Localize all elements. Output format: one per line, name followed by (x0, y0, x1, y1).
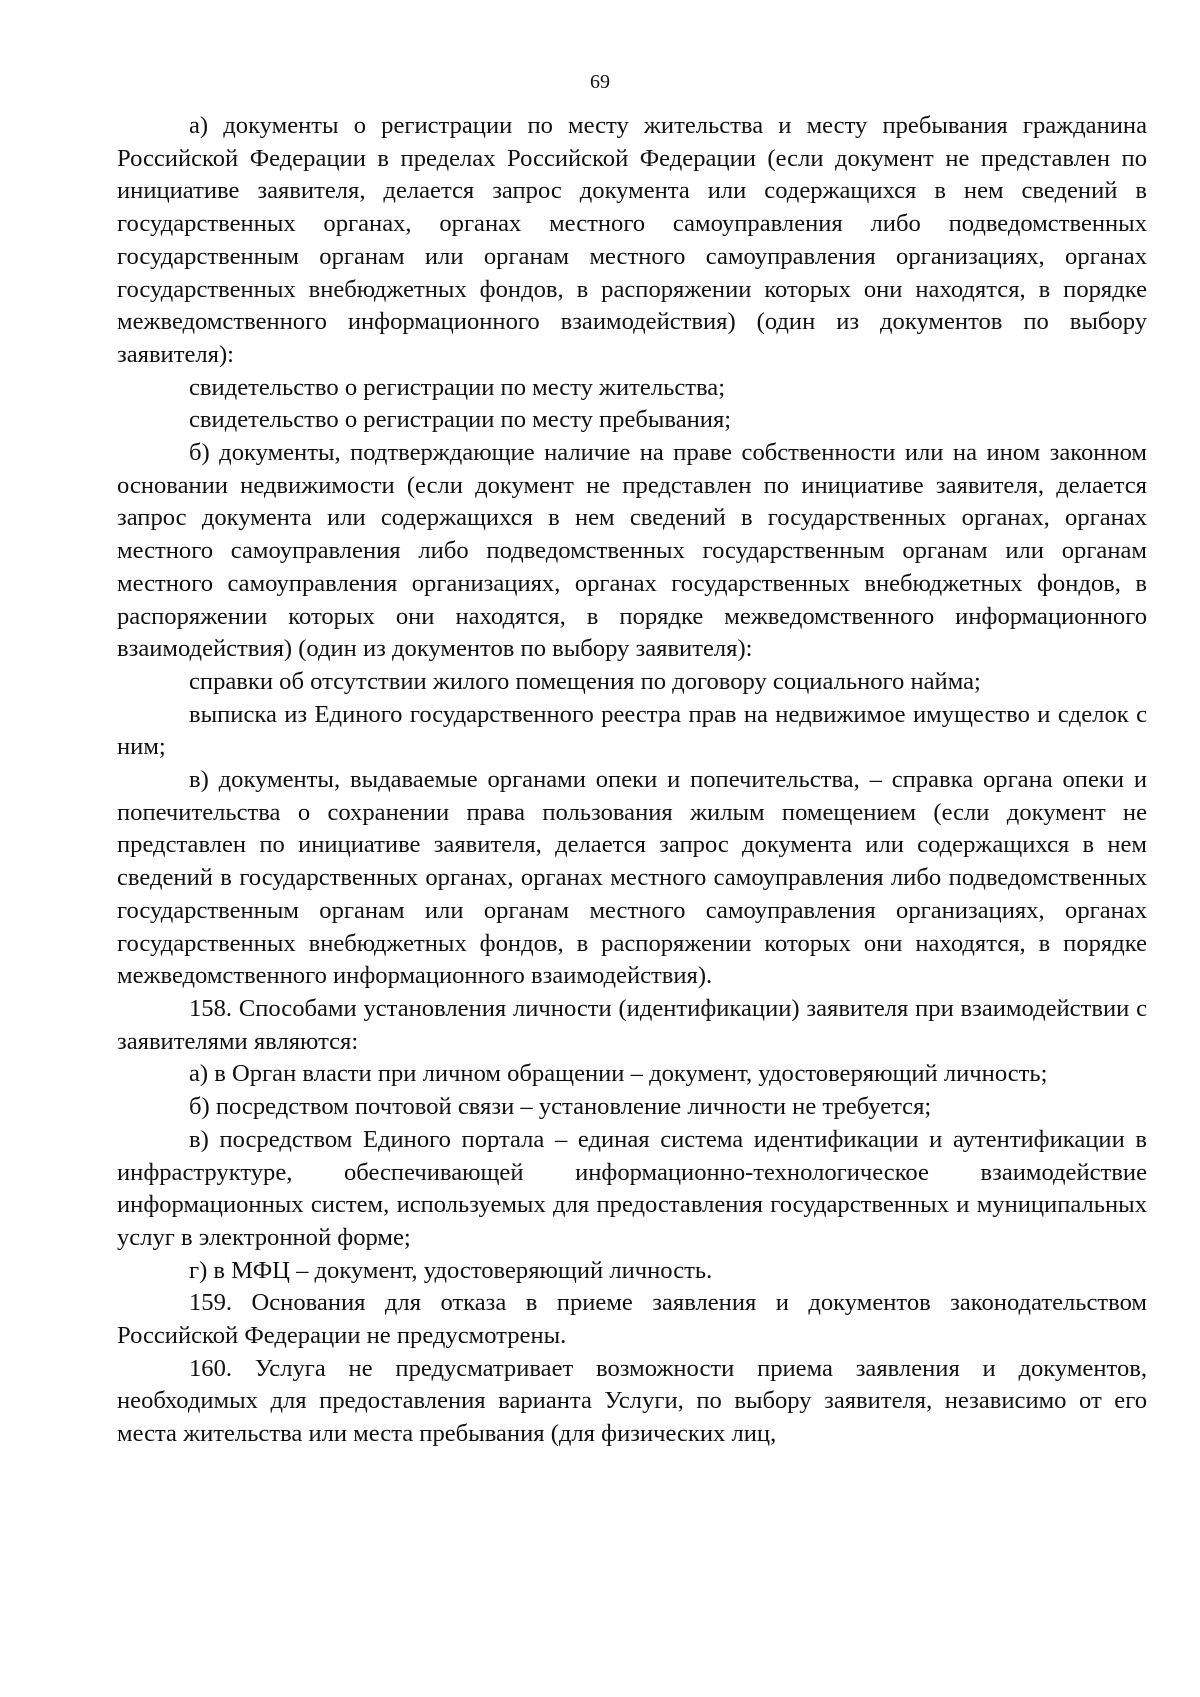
paragraph-v-guardianship: в) документы, выдаваемые органами опеки и попечительства, – справка органа опеки и попечительства о сохранении права пользования жилым помещением (если документ не представлен по инициативе заявителя, делается запрос документа или содержащихся в нем сведений в государственных органах, органах местного самоуправления либо подведомственных государственным органам или органам местного самоуправления организациях, органах государственных внебюджетных фондов, в распоряжении которых они находятся, в порядке межведомственного информационного взаимодействия). (117, 766, 1147, 990)
paragraph-stay-certificate: свидетельство о регистрации по месту пребывания; (189, 406, 732, 434)
paragraph-158-v: в) посредством Единого портала – единая система идентификации и аутентификации в инфраструктуре, обеспечивающей информационно-технологическое взаимодействие информационных систем, используемых для предоставления государственных и муниципальных услуг в электронной форме; (117, 1125, 1147, 1251)
paragraph-158-a: а) в Орган власти при личном обращении – документ, удостоверяющий личность; (189, 1060, 1048, 1088)
paragraph-158-g: г) в МФЦ – документ, удостоверяющий личность. (189, 1256, 713, 1284)
paragraph-registry-extract: выписка из Единого государственного реестра прав на недвижимое имущество и сделок с ним; (117, 700, 1147, 761)
paragraph-a-registration: а) документы о регистрации по месту жительства и месту пребывания гражданина Российской Федерации в пределах Российской Федерации (если документ не представлен по инициативе заявителя, делается запрос документа или содержащихся в нем сведений в государственных органах, органах местного самоуправления либо подведомственных государственным органам или органам местного самоуправления организациях, органах государственных внебюджетных фондов, в распоряжении которых они находятся, в порядке межведомственного информационного взаимодействия) (один из документов по выбору заявителя): (117, 112, 1147, 368)
document-body (117, 110, 1147, 1451)
paragraph-158: 158. Способами установления личности (идентификации) заявителя при взаимодействии с заявителями являются: (117, 994, 1147, 1055)
paragraph-158-b: б) посредством почтовой связи – установление личности не требуется; (189, 1093, 932, 1121)
paragraph-residence-certificate: свидетельство о регистрации по месту жительства; (189, 373, 726, 401)
paragraph-no-housing-certificate: справки об отсутствии жилого помещения по договору социального найма; (189, 667, 981, 695)
page-number: 69 (590, 71, 610, 93)
paragraph-159: 159. Основания для отказа в приеме заявления и документов законодательством Российской Федерации не предусмотрены. (117, 1289, 1147, 1350)
paragraph-b-property: б) документы, подтверждающие наличие на праве собственности или на ином законном основании недвижимости (если документ не представлен по инициативе заявителя, делается запрос документа или содержащихся в нем сведений в государственных органах, органах местного самоуправления либо подведомственных государственным органам или органам местного самоуправления организациях, органах государственных внебюджетных фондов, в распоряжении которых они находятся, в порядке межведомственного информационного взаимодействия) (один из документов по выбору заявителя): (117, 439, 1147, 663)
paragraph-160: 160. Услуга не предусматривает возможности приема заявления и документов, необходимых для предоставления варианта Услуги, по выбору заявителя, независимо от его места жительства или места пребывания (для физических лиц, (117, 1354, 1147, 1448)
